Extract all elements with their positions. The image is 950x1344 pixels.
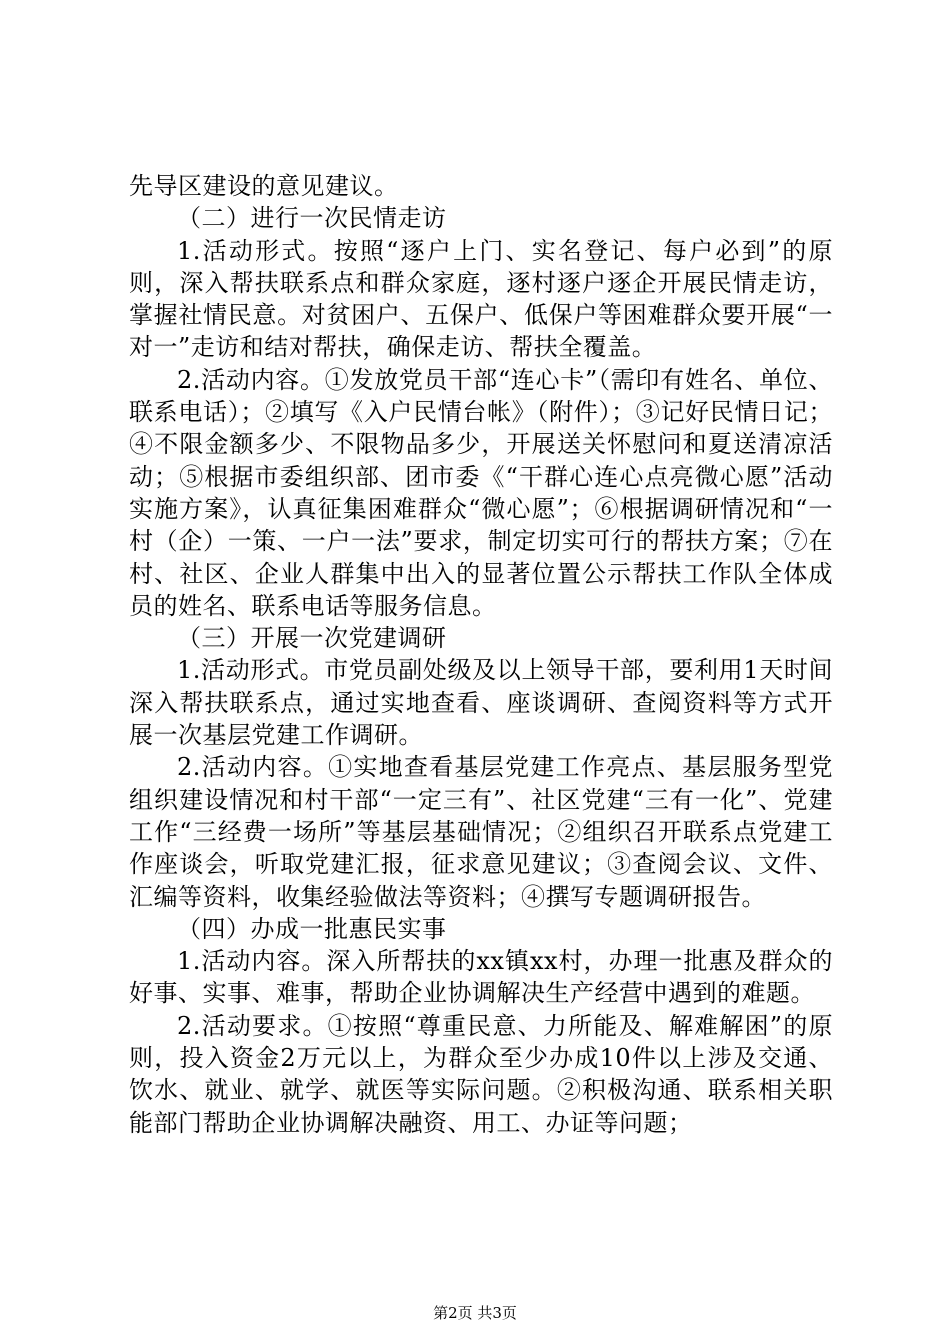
paragraph: 1.活动内容。深入所帮扶的xx镇xx村，办理一批惠及群众的好事、实事、难事，帮助企业协调解决生产经营中遇到的难题。 bbox=[129, 947, 833, 1008]
paragraph: 2.活动内容。①发放党员干部“连心卡”（需印有姓名、单位、联系电话）；②填写《入户民情台帐》（附件）；③记好民情日记；④不限金额多少、不限物品多少，开展送关怀慰问和夏送清凉活动；⑤根据市委组织部、团市委《“干群心连心点亮微心愿”活动实施方案》，认真征集困难群众“微心愿”；⑥根据调研情况和“一村（企）一策、一户一法”要求，制定切实可行的帮扶方案；⑦在村、社区、企业人群集中出入的显著位置公示帮扶工作队全体成员的姓名、联系电话等服务信息。 bbox=[129, 365, 833, 620]
section-heading-3: （三）开展一次党建调研 bbox=[177, 624, 447, 653]
section-heading-4: （四）办成一批惠民实事 bbox=[177, 914, 447, 943]
paragraph: 1.活动形式。按照“逐户上门、实名登记、每户必到”的原则，深入帮扶联系点和群众家庭，逐村逐户逐企开展民情走访，掌握社情民意。对贫困户、五保户、低保户等困难群众要开展“一对一”走访和结对帮扶，确保走访、帮扶全覆盖。 bbox=[129, 236, 833, 362]
paragraph-continuation: 先导区建设的意见建议。 bbox=[129, 172, 399, 200]
page-footer: 第2页 共3页 bbox=[433, 1304, 517, 1322]
section-heading-2: （二）进行一次民情走访 bbox=[177, 204, 447, 233]
paragraph: 2.活动要求。①按照“尊重民意、力所能及、解难解困”的原则，投入资金2万元以上，为群众至少办成10件以上涉及交通、饮水、就业、就学、就医等实际问题。②积极沟通、联系相关职能部门帮助企业协调解决融资、用工、办证等问题； bbox=[129, 1011, 833, 1137]
paragraph: 1.活动形式。市党员副处级及以上领导干部，要利用1天时间深入帮扶联系点，通过实地查看、座谈调研、查阅资料等方式开展一次基层党建工作调研。 bbox=[129, 656, 833, 750]
paragraph: 2.活动内容。①实地查看基层党建工作亮点、基层服务型党组织建设情况和村干部“一定三有”、社区党建“三有一化”、党建工作“三经费一场所”等基层基础情况；②组织召开联系点党建工作座谈会，听取党建汇报，征求意见建议；③查阅会议、文件、汇编等资料，收集经验做法等资料；④撰写专题调研报告。 bbox=[129, 753, 833, 911]
document-body bbox=[129, 170, 833, 1139]
